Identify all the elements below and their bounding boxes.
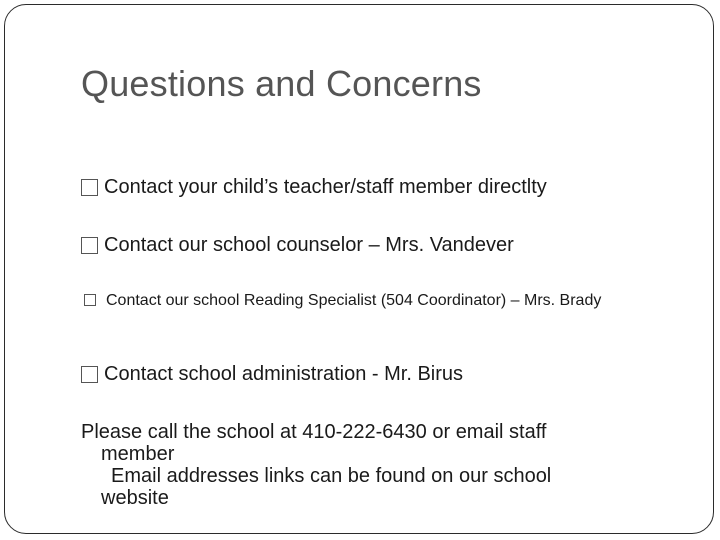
contact-note-line: member [101, 443, 175, 465]
bullet-item [81, 234, 514, 257]
slide [4, 4, 714, 534]
contact-note-line: website [101, 487, 169, 509]
bullet-text: Contact your child’s teacher/staff member directlty [104, 176, 547, 198]
contact-note-line: Please call the school at 410-222-6430 or email staff [81, 421, 547, 443]
checkbox-bullet-icon [81, 366, 98, 383]
checkbox-bullet-icon [81, 237, 98, 254]
bullet-text: Contact school administration - Mr. Birus [104, 363, 464, 385]
contact-note [81, 421, 671, 509]
contact-note-line: Email addresses links can be found on our school [111, 465, 552, 487]
bullet-item [81, 291, 651, 310]
bullet-item [81, 176, 547, 199]
bullet-text: Contact our school counselor – Mrs. Vandever [104, 234, 514, 256]
bullet-item [81, 363, 463, 386]
slide-title: Questions and Concerns [81, 63, 482, 104]
bullet-text: Contact our school Reading Specialist (504 Coordinator) – Mrs. Brady [106, 292, 602, 309]
checkbox-bullet-icon [84, 294, 96, 306]
checkbox-bullet-icon [81, 179, 98, 196]
